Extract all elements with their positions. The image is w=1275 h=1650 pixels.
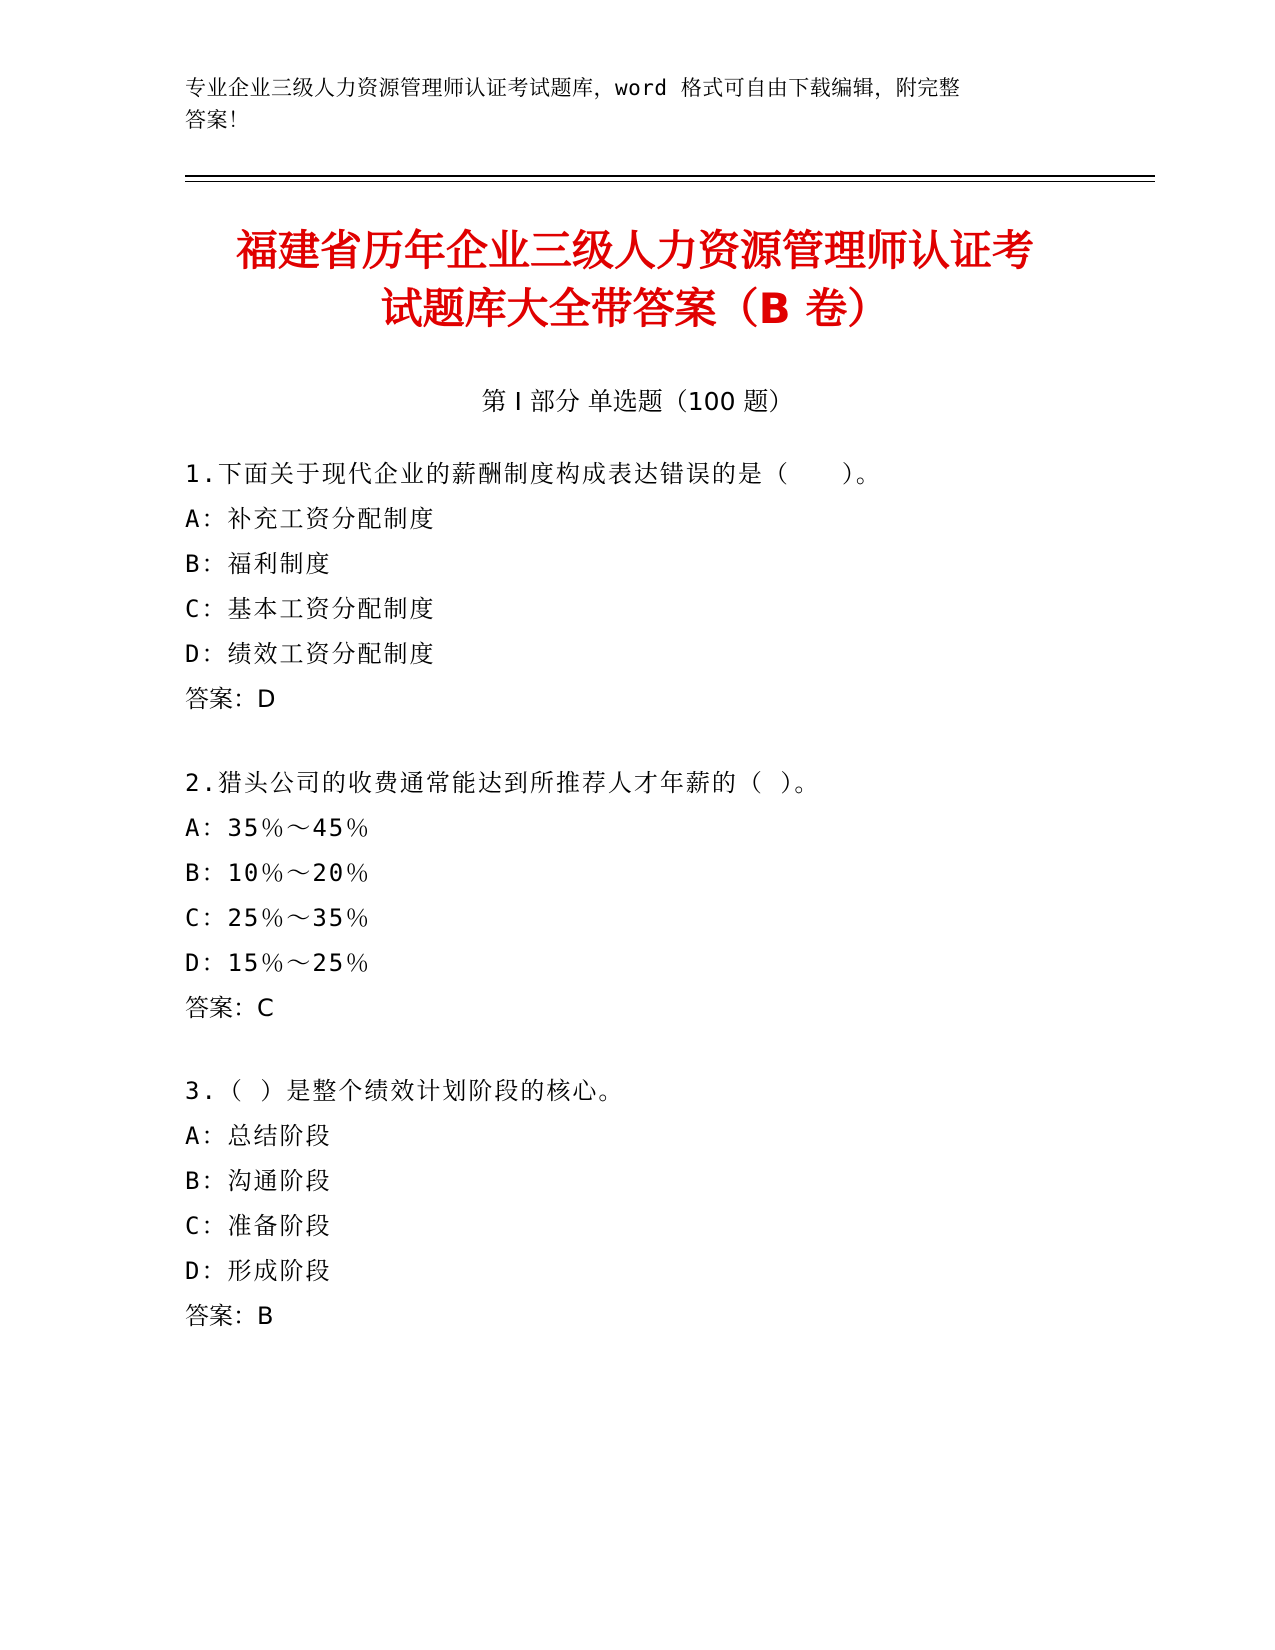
- question-stem: 1.下面关于现代企业的薪酬制度构成表达错误的是（ ）。: [185, 460, 882, 488]
- option-c: C：基本工资分配制度: [185, 595, 436, 623]
- question-block-1: [185, 452, 1185, 722]
- question-stem: 3.（ ）是整个绩效计划阶段的核心。: [185, 1077, 625, 1105]
- answer: 答案：C: [185, 994, 274, 1022]
- header-note: [185, 72, 1090, 136]
- option-d: D：形成阶段: [185, 1257, 332, 1285]
- header-note-line-2: 答案！: [185, 108, 250, 132]
- question-block-3: [185, 1069, 1185, 1339]
- option-b: B：10％～20％: [185, 859, 372, 887]
- header-divider-thin: [185, 181, 1155, 182]
- question-block-2: [185, 761, 1185, 1031]
- document-title-line-1: 福建省历年企业三级人力资源管理师认证考: [235, 226, 1034, 275]
- header-note-line-1: 专业企业三级人力资源管理师认证考试题库，word 格式可自由下载编辑，附完整: [185, 76, 961, 100]
- question-stem: 2.猎头公司的收费通常能达到所推荐人才年薪的（ ）。: [185, 769, 821, 797]
- section-title: 第 I 部分 单选题（100 题）: [481, 387, 794, 416]
- document-title: [160, 222, 1110, 338]
- option-c: C：25％～35％: [185, 904, 372, 932]
- option-a: A：补充工资分配制度: [185, 505, 436, 533]
- option-a: A：总结阶段: [185, 1122, 332, 1150]
- answer: 答案：B: [185, 1302, 274, 1330]
- header-divider-thick: [185, 175, 1155, 177]
- option-a: A：35％～45％: [185, 814, 372, 842]
- option-b: B：福利制度: [185, 550, 332, 578]
- option-b: B：沟通阶段: [185, 1167, 332, 1195]
- document-title-line-2: 试题库大全带答案（B 卷）: [380, 284, 890, 333]
- option-d: D：15％～25％: [185, 949, 372, 977]
- answer: 答案：D: [185, 685, 276, 713]
- option-d: D：绩效工资分配制度: [185, 640, 436, 668]
- option-c: C：准备阶段: [185, 1212, 332, 1240]
